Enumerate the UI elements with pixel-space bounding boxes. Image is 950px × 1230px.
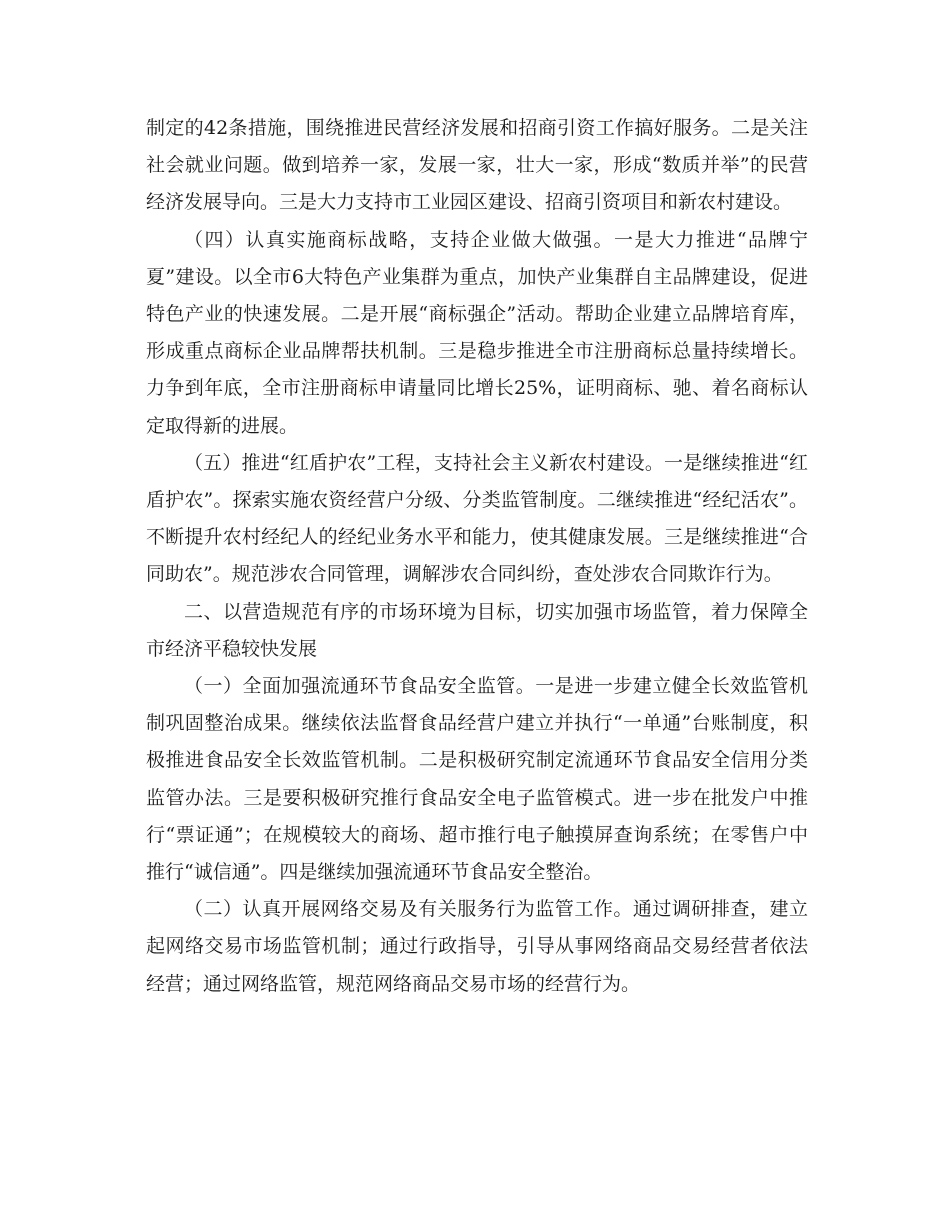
section-heading-market-regulation: 二、以营造规范有序的市场环境为目标，切实加强市场监管，着力保障全市经济平稳较快发展 <box>146 600 808 660</box>
paragraph-online-trading: （二）认真开展网络交易及有关服务行为监管工作。通过调研排查，建立起网络交易市场监管机制；通过行政指导，引导从事网络商品交易经营者依法经营；通过网络监管，规范网络商品交易市场的经营行为。 <box>146 898 808 995</box>
document-body <box>146 110 808 1003</box>
paragraph-food-safety: （一）全面加强流通环节食品安全监管。一是进一步建立健全长效监管机制巩固整治成果。继续依法监督食品经营户建立并执行“一单通”台账制度，积极推进食品安全长效监管机制。二是积极研究制定流通环节食品安全信用分类监管办法。三是要积极研究推行食品安全电子监管模式。进一步在批发户中推行“票证通”；在规模较大的商场、超市推行电子触摸屏查询系统；在零售户中推行“诚信通”。四是继续加强流通环节食品安全整治。 <box>146 675 808 884</box>
paragraph-continuation: 制定的42条措施，围绕推进民营经济发展和招商引资工作搞好服务。二是关注社会就业问题。做到培养一家，发展一家，壮大一家，形成“数质并举”的民营经济发展导向。三是大力支持市工业园区建设、招商引资项目和新农村建设。 <box>146 117 808 214</box>
paragraph-red-shield-agriculture: （五）推进“红盾护农”工程，支持社会主义新农村建设。一是继续推进“红盾护农”。探索实施农资经营户分级、分类监管制度。二继续推进“经纪活农”。不断提升农村经纪人的经纪业务水平和能力，使其健康发展。三是继续推进“合同助农”。规范涉农合同管理，调解涉农合同纠纷，查处涉农合同欺诈行为。 <box>146 451 808 586</box>
paragraph-trademark-strategy: （四）认真实施商标战略，支持企业做大做强。一是大力推进“品牌宁夏”建设。以全市6大特色产业集群为重点，加快产业集群自主品牌建设，促进特色产业的快速发展。二是开展“商标强企”活动。帮助企业建立品牌培育库，形成重点商标企业品牌帮扶机制。三是稳步推进全市注册商标总量持续增长。力争到年底，全市注册商标申请量同比增长25%，证明商标、驰、着名商标认定取得新的进展。 <box>146 228 808 437</box>
